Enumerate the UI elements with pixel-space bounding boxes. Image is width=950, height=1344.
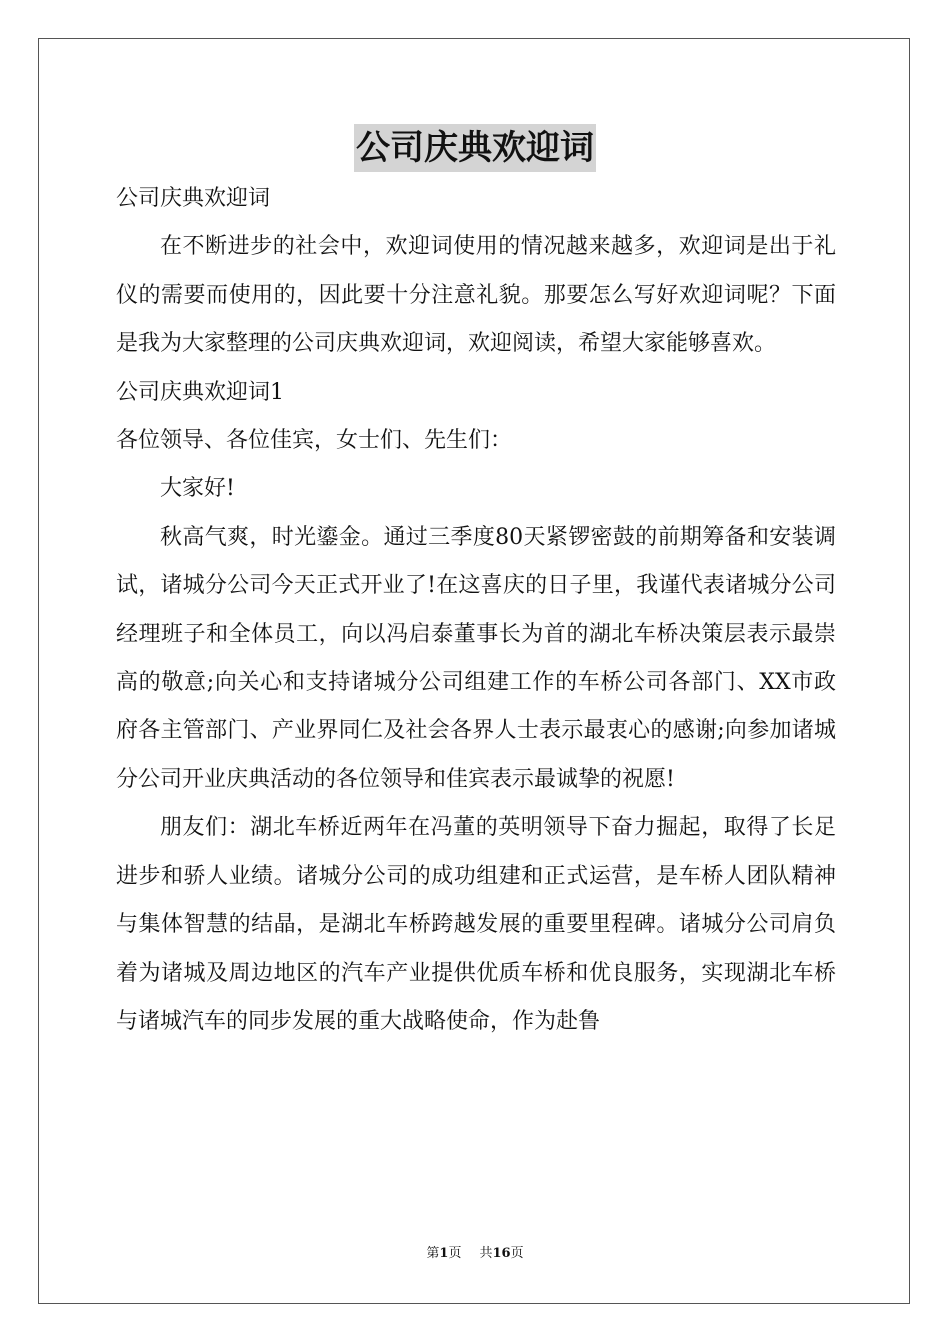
document-title: 公司庆典欢迎词: [354, 124, 596, 172]
page-total: 16: [492, 1246, 511, 1261]
page-footer: [0, 1245, 950, 1263]
page-current: 1: [439, 1246, 449, 1261]
document-body: [116, 175, 836, 1046]
page-suffix: 页: [448, 1246, 462, 1261]
greeting-paragraph: 大家好!: [160, 476, 235, 502]
page-prefix: 第: [426, 1246, 440, 1261]
title-container: [0, 124, 950, 172]
section-heading: 公司庆典欢迎词1: [116, 379, 284, 405]
intro-paragraph: 在不断进步的社会中，欢迎词使用的情况越来越多，欢迎词是出于礼仪的需要而使用的，因此要十分注意礼貌。那要怎么写好欢迎词呢？下面是我为大家整理的公司庆典欢迎词，欢迎阅读，希望大家能够喜欢。: [116, 234, 836, 357]
body-paragraph: 朋友们：湖北车桥近两年在冯董的英明领导下奋力掘起，取得了长足进步和骄人业绩。诸城分公司的成功组建和正式运营，是车桥人团队精神与集体智慧的结晶，是湖北车桥跨越发展的重要里程碑。诸城分公司肩负着为诸城及周边地区的汽车产业提供优质车桥和优良服务，实现湖北车桥与诸城汽车的同步发展的重大战略使命，作为赴鲁: [116, 815, 836, 1034]
total-prefix: 共: [479, 1246, 493, 1261]
total-suffix: 页: [510, 1246, 524, 1261]
subtitle-paragraph: 公司庆典欢迎词: [116, 186, 271, 211]
body-paragraph: 秋高气爽，时光鎏金。通过三季度80天紧锣密鼓的前期筹备和安装调试，诸城分公司今天正式开业了!在这喜庆的日子里，我谨代表诸城分公司经理班子和全体员工，向以冯启泰董事长为首的湖北车桥决策层表示最崇高的敬意;向关心和支持诸城分公司组建工作的车桥公司各部门、XX市政府各主管部门、产业界同仁及社会各界人士表示最衷心的感谢;向参加诸城分公司开业庆典活动的各位领导和佳宾表示最诚挚的祝愿!: [116, 524, 836, 792]
salutation-paragraph: 各位领导、各位佳宾，女士们、先生们：: [116, 428, 513, 454]
